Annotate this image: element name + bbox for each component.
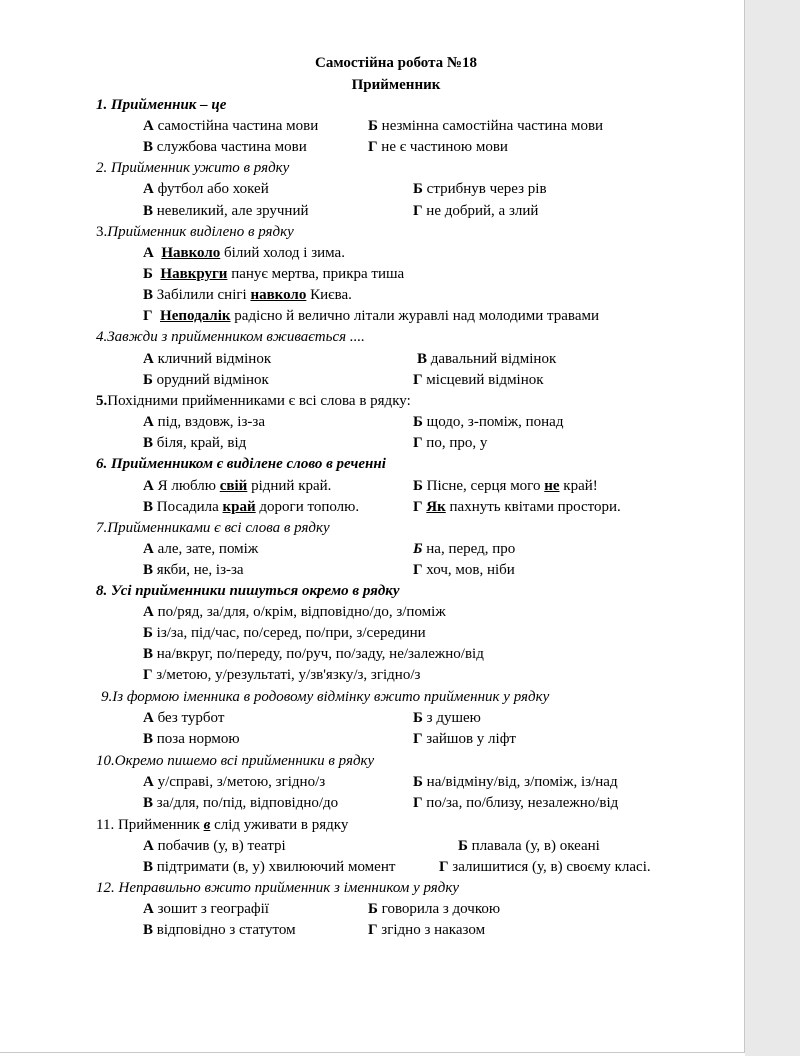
q9-option-c: В поза нормою: [143, 731, 240, 747]
question-2: 2. Прийменник ужито в рядку: [96, 160, 290, 176]
q2-option-b: Б стрибнув через рів: [413, 181, 547, 197]
document-title: Самостійна робота №18: [315, 55, 477, 71]
q1-option-d: Г не є частиною мови: [368, 139, 508, 155]
question-12: 12. Неправильно вжито прийменник з іменником у рядку: [96, 880, 460, 896]
q10-option-c: В за/для, по/під, відповідно/до: [143, 795, 339, 811]
q11-option-b: Б плавала (у, в) океані: [458, 838, 600, 854]
q8-option-b: Б із/за, під/час, по/серед, по/при, з/середини: [143, 625, 426, 641]
q12-option-a: А зошит з географії: [143, 901, 269, 917]
q5-option-b: Б щодо, з-поміж, понад: [413, 414, 564, 430]
document-subtitle: Прийменник: [351, 77, 441, 93]
q12-option-c: В відповідно з статутом: [143, 922, 296, 938]
q11-option-d: Г залишитися (у, в) своєму класі.: [439, 859, 651, 875]
q8-option-c: В на/вкруг, по/переду, по/руч, по/заду, не/залежно/від: [143, 646, 484, 662]
question-1: 1. Прийменник – це: [96, 97, 227, 113]
q4-option-a: А кличний відмінок: [143, 351, 272, 367]
q2-option-d: Г не добрий, а злий: [413, 203, 539, 219]
q7-option-a: А але, зате, поміж: [143, 541, 259, 557]
q1-option-c: В службова частина мови: [143, 139, 307, 155]
q8-option-d: Г з/метою, у/результаті, у/зв'язку/з, згідно/з: [143, 667, 421, 683]
question-8: 8. Усі прийменники пишуться окремо в рядку: [96, 583, 400, 599]
q12-option-d: Г згідно з наказом: [368, 922, 486, 938]
q10-option-a: А у/справі, з/метою, згідно/з: [143, 774, 326, 790]
q10-option-d: Г по/за, по/близу, незалежно/від: [413, 795, 619, 811]
q6-option-b: Б Пісне, серця мого не край!: [413, 478, 598, 494]
q7-option-b: Б на, перед, про: [413, 541, 516, 557]
q12-option-b: Б говорила з дочкою: [368, 901, 501, 917]
question-11: 11. Прийменник в слід уживати в рядку: [96, 817, 349, 833]
q4-option-d: Г місцевий відмінок: [413, 372, 544, 388]
q11-option-c: В підтримати (в, у) хвилюючий момент: [143, 859, 396, 875]
q1-option-b: Б незмінна самостійна частина мови: [368, 118, 604, 134]
question-4: 4.Завжди з прийменником вживається ....: [96, 329, 365, 345]
q9-option-d: Г зайшов у ліфт: [413, 731, 516, 747]
q4-option-c: Б орудний відмінок: [143, 372, 269, 388]
q9-option-a: А без турбот: [143, 710, 225, 726]
q5-option-d: Г по, про, у: [413, 435, 488, 451]
q2-option-a: А футбол або хокей: [143, 181, 269, 197]
q7-option-c: В якби, не, із-за: [143, 562, 244, 578]
q6-option-c: В Посадила край дороги тополю.: [143, 499, 360, 515]
q2-option-c: В невеликий, але зручний: [143, 203, 309, 219]
q10-option-b: Б на/відміну/від, з/поміж, із/над: [413, 774, 618, 790]
q1-option-a: А самостійна частина мови: [143, 118, 319, 134]
q3-option-b: Б Навкруги панує мертва, прикра тиша: [143, 266, 405, 282]
question-7: 7.Прийменниками є всі слова в рядку: [96, 520, 330, 536]
q5-option-a: А під, вздовж, із-за: [143, 414, 265, 430]
question-6: 6. Прийменником є виділене слово в реченні: [96, 456, 386, 472]
q4-option-b: В давальний відмінок: [417, 351, 557, 367]
question-9: 9.Із формою іменника в родовому відмінку вжито прийменник у рядку: [101, 689, 550, 705]
q7-option-d: Г хоч, мов, ніби: [413, 562, 515, 578]
question-3: 3.Прийменник виділено в рядку: [96, 224, 294, 240]
question-5: 5.Похідними прийменниками є всі слова в рядку:: [96, 393, 411, 409]
question-10: 10.Окремо пишемо всі прийменники в рядку: [96, 753, 375, 769]
q3-option-a: А Навколо білий холод і зима.: [143, 245, 345, 261]
q8-option-a: А по/ряд, за/для, о/крім, відповідно/до, з/поміж: [143, 604, 446, 620]
q3-option-d: Г Неподалік радісно й велично літали журавлі над молодими травами: [143, 308, 599, 324]
q3-option-c: В Забілили снігі навколо Києва.: [143, 287, 352, 303]
q11-option-a: А побачив (у, в) театрі: [143, 838, 286, 854]
q5-option-c: В біля, край, від: [143, 435, 247, 451]
q9-option-b: Б з душею: [413, 710, 481, 726]
q6-option-a: А Я люблю свій рідний край.: [143, 478, 332, 494]
window-background: [745, 0, 800, 1056]
q6-option-d: Г Як пахнуть квітами простори.: [413, 499, 621, 515]
